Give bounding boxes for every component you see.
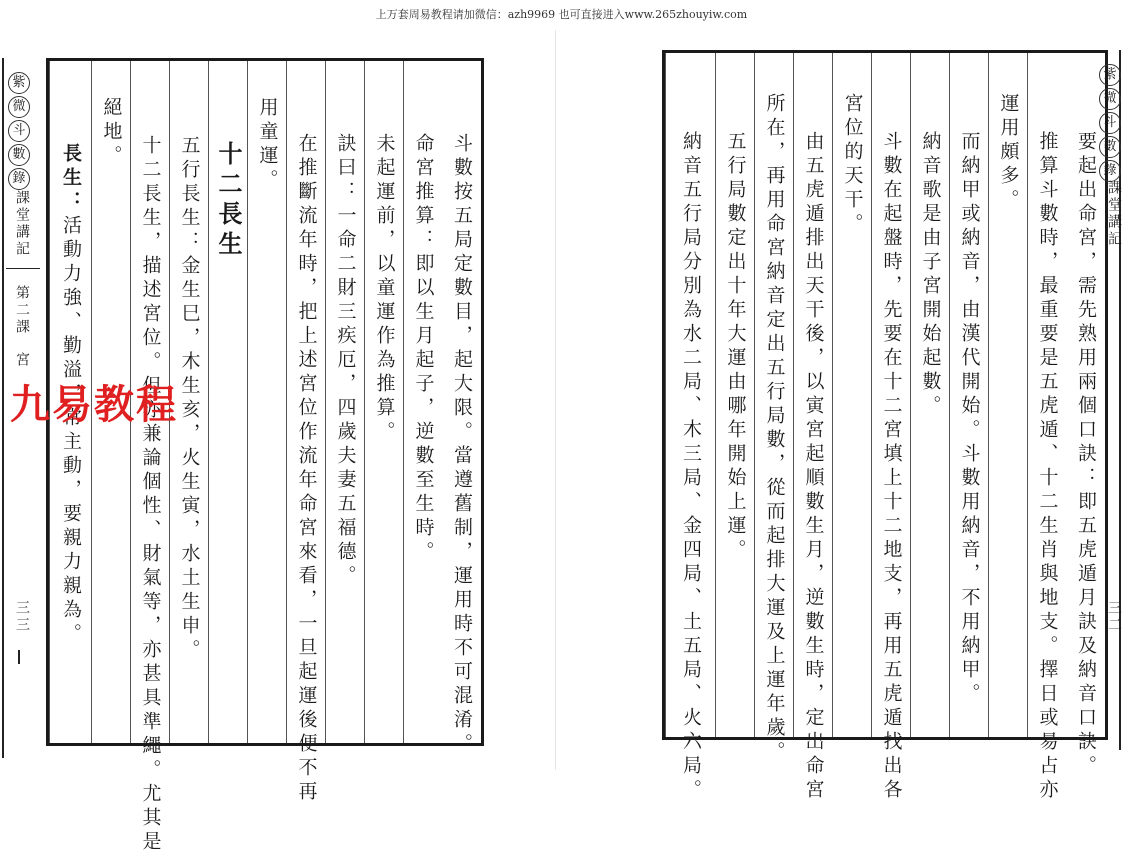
seal-char: 微 (1099, 88, 1121, 110)
text-column (793, 53, 832, 803)
text-column (988, 53, 1027, 737)
seal-char: 微 (8, 96, 30, 118)
seal-char: 紫 (8, 72, 30, 94)
column-text: 五行局數定出十年大運由哪年開始上運。 (724, 131, 747, 563)
text-column (665, 53, 715, 803)
source-banner: 上万套周易教程请加微信：azh9969 也可直接进入www.265zhouyiw.com (375, 8, 748, 21)
seal-char: 紫 (1099, 64, 1121, 86)
left-header-seals (8, 72, 30, 190)
left-page-edge (2, 58, 4, 758)
column-text: 十二長生，描述宮位。但亦兼論個性、財氣等，亦甚具準繩。尤其是 (139, 135, 162, 855)
column-text: 斗數在起盤時，先要在十二宮填上十二地支，再用五虎遁找出各 (880, 131, 903, 803)
column-text: 推算斗數時，最重要是五虎遁、十二生肖與地支。擇日或易占亦 (1036, 131, 1059, 803)
left-header-title: 課堂講記 (14, 190, 30, 258)
column-text: 命宮推算：即以生月起子，逆數至生時。 (412, 133, 435, 565)
text-column (832, 53, 871, 737)
text-column (442, 61, 481, 757)
seal-char: 錄 (1099, 160, 1121, 182)
left-page-number: 三三 (14, 600, 30, 634)
text-column (325, 61, 364, 743)
text-column (286, 61, 325, 805)
seal-char: 錄 (8, 168, 30, 190)
seal-char: 斗 (1099, 112, 1121, 134)
right-page-frame (662, 50, 1108, 803)
term-text: 活動力強、勤溢，常主動，要親力親為。 (60, 215, 82, 647)
left-chapter-tail: 宮 (14, 352, 30, 369)
column-text: 斗數按五局定數目，起大限。當遵舊制，運用時不可混淆。 (451, 133, 473, 757)
column-text: 用童運。 (256, 97, 279, 193)
heading-column (208, 61, 247, 743)
column-text: 要起出命宮，需先熟用兩個口訣：即五虎遁月訣及納音口訣。 (1075, 131, 1097, 779)
right-page-number: 三二 (1106, 600, 1122, 634)
header-divider (6, 268, 40, 269)
right-header-title: 課堂講記 (1106, 180, 1122, 248)
page-number-mark (18, 650, 20, 664)
column-text: 絕地。 (100, 97, 123, 169)
column-text: 訣曰：一命二財三疾厄，四歲夫妻五福德。 (334, 133, 357, 589)
section-heading: 十二長生 (214, 141, 243, 261)
text-column (364, 61, 403, 743)
text-column (715, 53, 754, 737)
book-spine (555, 30, 556, 770)
text-column (1027, 53, 1066, 803)
column-text: 未起運前，以童運作為推算。 (373, 133, 396, 445)
column-text: 而納甲或納音，由漢代開始。斗數用納音，不用納甲。 (958, 131, 981, 707)
column-text: 運用頗多。 (997, 93, 1020, 213)
seal-char: 斗 (8, 120, 30, 142)
column-text: 納音歌是由子宮開始起數。 (919, 131, 942, 419)
column-text: 五行長生：金生巳，木生亥，火生寅，水土生申。 (178, 135, 201, 663)
column-text: 在推斷流年時，把上述宮位作流年命宮來看，一旦起運後便不再 (295, 133, 318, 805)
left-chapter-label: 第二課 (14, 285, 30, 336)
column-text: 宮位的天干。 (841, 93, 864, 237)
column-text: 納音五行局分別為水二局、木三局、金四局、土五局、火六局。 (680, 131, 702, 803)
right-header-seals (1099, 64, 1121, 182)
text-column (949, 53, 988, 737)
text-column (910, 53, 949, 737)
text-column (403, 61, 442, 743)
column-text: 由五虎遁排出天干後，以寅宮起順數生月，逆數生時，定出命宮 (802, 131, 825, 803)
text-column (754, 53, 793, 765)
watermark-logo: 九易教程 (10, 382, 178, 428)
text-column (247, 61, 286, 743)
seal-char: 數 (8, 144, 30, 166)
column-text: 所在，再用命宮納音定出五行局數，從而起排大運及上運年歲。 (763, 93, 786, 765)
term-label: 長生： (60, 143, 82, 215)
seal-char: 數 (1099, 136, 1121, 158)
text-column (871, 53, 910, 803)
